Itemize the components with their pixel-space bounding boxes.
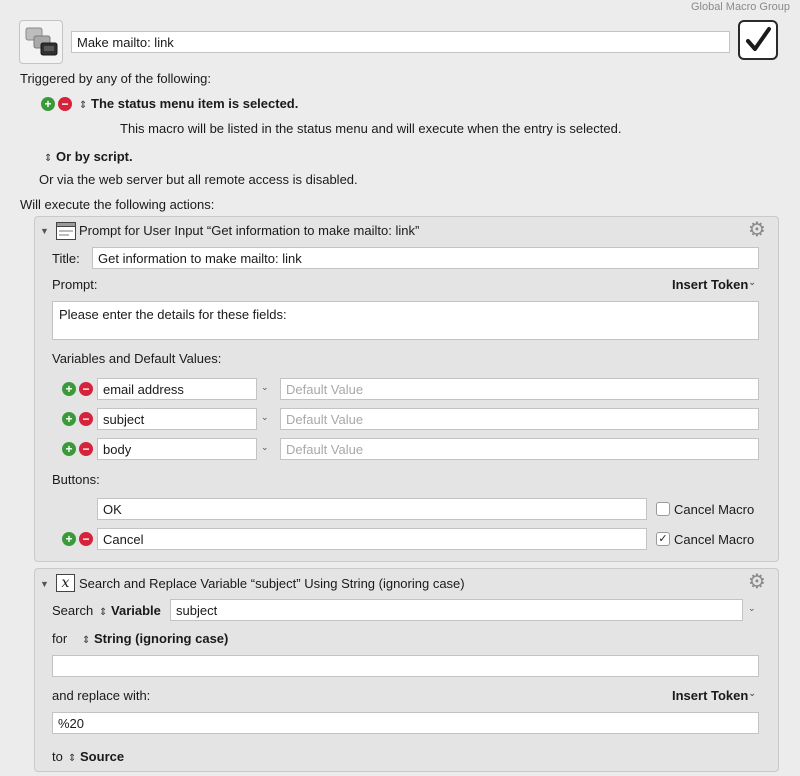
triggers-heading: Triggered by any of the following:: [20, 71, 212, 86]
title-label: Title:: [52, 251, 80, 266]
chevron-down-icon[interactable]: ⌄: [261, 412, 269, 422]
button-label-field[interactable]: Cancel: [97, 528, 647, 550]
updown-icon: ⇕: [99, 607, 108, 618]
variable-icon: 𝑥: [56, 574, 75, 592]
search-type-label: Variable: [111, 603, 161, 618]
default-value-field[interactable]: Default Value: [280, 378, 759, 400]
default-value-field[interactable]: Default Value: [280, 408, 759, 430]
prompt-label: Prompt:: [52, 277, 98, 292]
search-type-selector[interactable]: [99, 603, 161, 618]
gear-icon[interactable]: ⚙: [748, 571, 766, 593]
macro-group-label: Global Macro Group: [690, 1, 790, 13]
trigger-label: The status menu item is selected.: [91, 96, 299, 111]
variable-name-field[interactable]: email address: [97, 378, 257, 400]
macro-name-field[interactable]: Make mailto: link: [71, 31, 730, 53]
replace-label: and replace with:: [52, 688, 151, 703]
replace-string-field[interactable]: %20: [52, 712, 759, 734]
updown-icon: ⇕: [68, 753, 77, 764]
add-button-icon[interactable]: +: [62, 532, 76, 546]
macro-icon-graphic: [20, 21, 64, 65]
remove-variable-icon[interactable]: −: [79, 442, 93, 456]
cancel-macro-label: Cancel Macro: [674, 532, 755, 547]
trigger-description: This macro will be listed in the status menu and will execute when the entry is selected.: [120, 121, 622, 136]
prompt-user-input-action: [34, 216, 779, 562]
variable-name-field[interactable]: subject: [97, 408, 257, 430]
cancel-macro-label: Cancel Macro: [674, 502, 755, 517]
checkmark-icon: [740, 22, 776, 58]
prompt-action-title: Prompt for User Input “Get information to make mailto: link”: [79, 223, 420, 238]
chevron-down-icon[interactable]: ⌄: [261, 382, 269, 392]
add-variable-icon[interactable]: +: [62, 412, 76, 426]
prompt-text-area[interactable]: Please enter the details for these fields:: [52, 301, 759, 340]
remove-button-icon[interactable]: −: [79, 532, 93, 546]
collapse-triangle-icon[interactable]: ▼: [40, 226, 49, 236]
insert-token-button[interactable]: [672, 688, 756, 703]
add-variable-icon[interactable]: +: [62, 382, 76, 396]
remove-variable-icon[interactable]: −: [79, 382, 93, 396]
buttons-label: Buttons:: [52, 472, 100, 487]
variable-name-field[interactable]: body: [97, 438, 257, 460]
to-label: to: [52, 749, 63, 764]
collapse-triangle-icon[interactable]: ▼: [40, 579, 49, 589]
script-trigger-selector[interactable]: [44, 149, 133, 164]
search-replace-action: [34, 568, 779, 772]
variable-name-field[interactable]: subject: [170, 599, 743, 621]
actions-heading: Will execute the following actions:: [20, 197, 215, 212]
to-type-label: Source: [80, 749, 125, 764]
updown-icon: ⇕: [82, 635, 91, 646]
variables-label: Variables and Default Values:: [52, 351, 222, 366]
trigger-selector[interactable]: [79, 96, 298, 111]
to-type-selector[interactable]: [68, 749, 124, 764]
cancel-macro-checkbox[interactable]: [656, 502, 670, 516]
button-label-field[interactable]: OK: [97, 498, 647, 520]
insert-token-label: Insert Token: [672, 277, 749, 292]
chevron-down-icon: ⌄: [748, 277, 756, 287]
prompt-window-icon: [56, 222, 76, 243]
default-value-field[interactable]: Default Value: [280, 438, 759, 460]
macro-icon[interactable]: [19, 20, 63, 64]
search-string-field[interactable]: [52, 655, 759, 677]
for-type-label: String (ignoring case): [94, 631, 229, 646]
chevron-down-icon: ⌄: [748, 688, 756, 698]
for-type-selector[interactable]: [82, 631, 228, 646]
for-label: for: [52, 631, 68, 646]
prompt-title-field[interactable]: Get information to make mailto: link: [92, 247, 759, 269]
updown-icon: ⇕: [44, 153, 53, 164]
web-server-note: Or via the web server but all remote access is disabled.: [39, 172, 358, 187]
macro-enabled-checkbox[interactable]: [738, 20, 778, 60]
updown-icon: ⇕: [79, 100, 88, 111]
chevron-down-icon[interactable]: ⌄: [261, 442, 269, 452]
add-variable-icon[interactable]: +: [62, 442, 76, 456]
gear-icon[interactable]: ⚙: [748, 219, 766, 241]
chevron-down-icon[interactable]: ⌄: [748, 603, 756, 613]
remove-variable-icon[interactable]: −: [79, 412, 93, 426]
search-label: Search: [52, 603, 94, 618]
script-trigger-label: Or by script.: [56, 149, 133, 164]
cancel-macro-checkbox[interactable]: [656, 532, 670, 546]
search-action-title: Search and Replace Variable “subject” Using String (ignoring case): [79, 576, 465, 591]
add-trigger-icon[interactable]: +: [41, 97, 55, 111]
insert-token-button[interactable]: [672, 277, 756, 292]
insert-token-label: Insert Token: [672, 688, 749, 703]
checkmark-icon: ✓: [658, 533, 668, 545]
remove-trigger-icon[interactable]: −: [58, 97, 72, 111]
